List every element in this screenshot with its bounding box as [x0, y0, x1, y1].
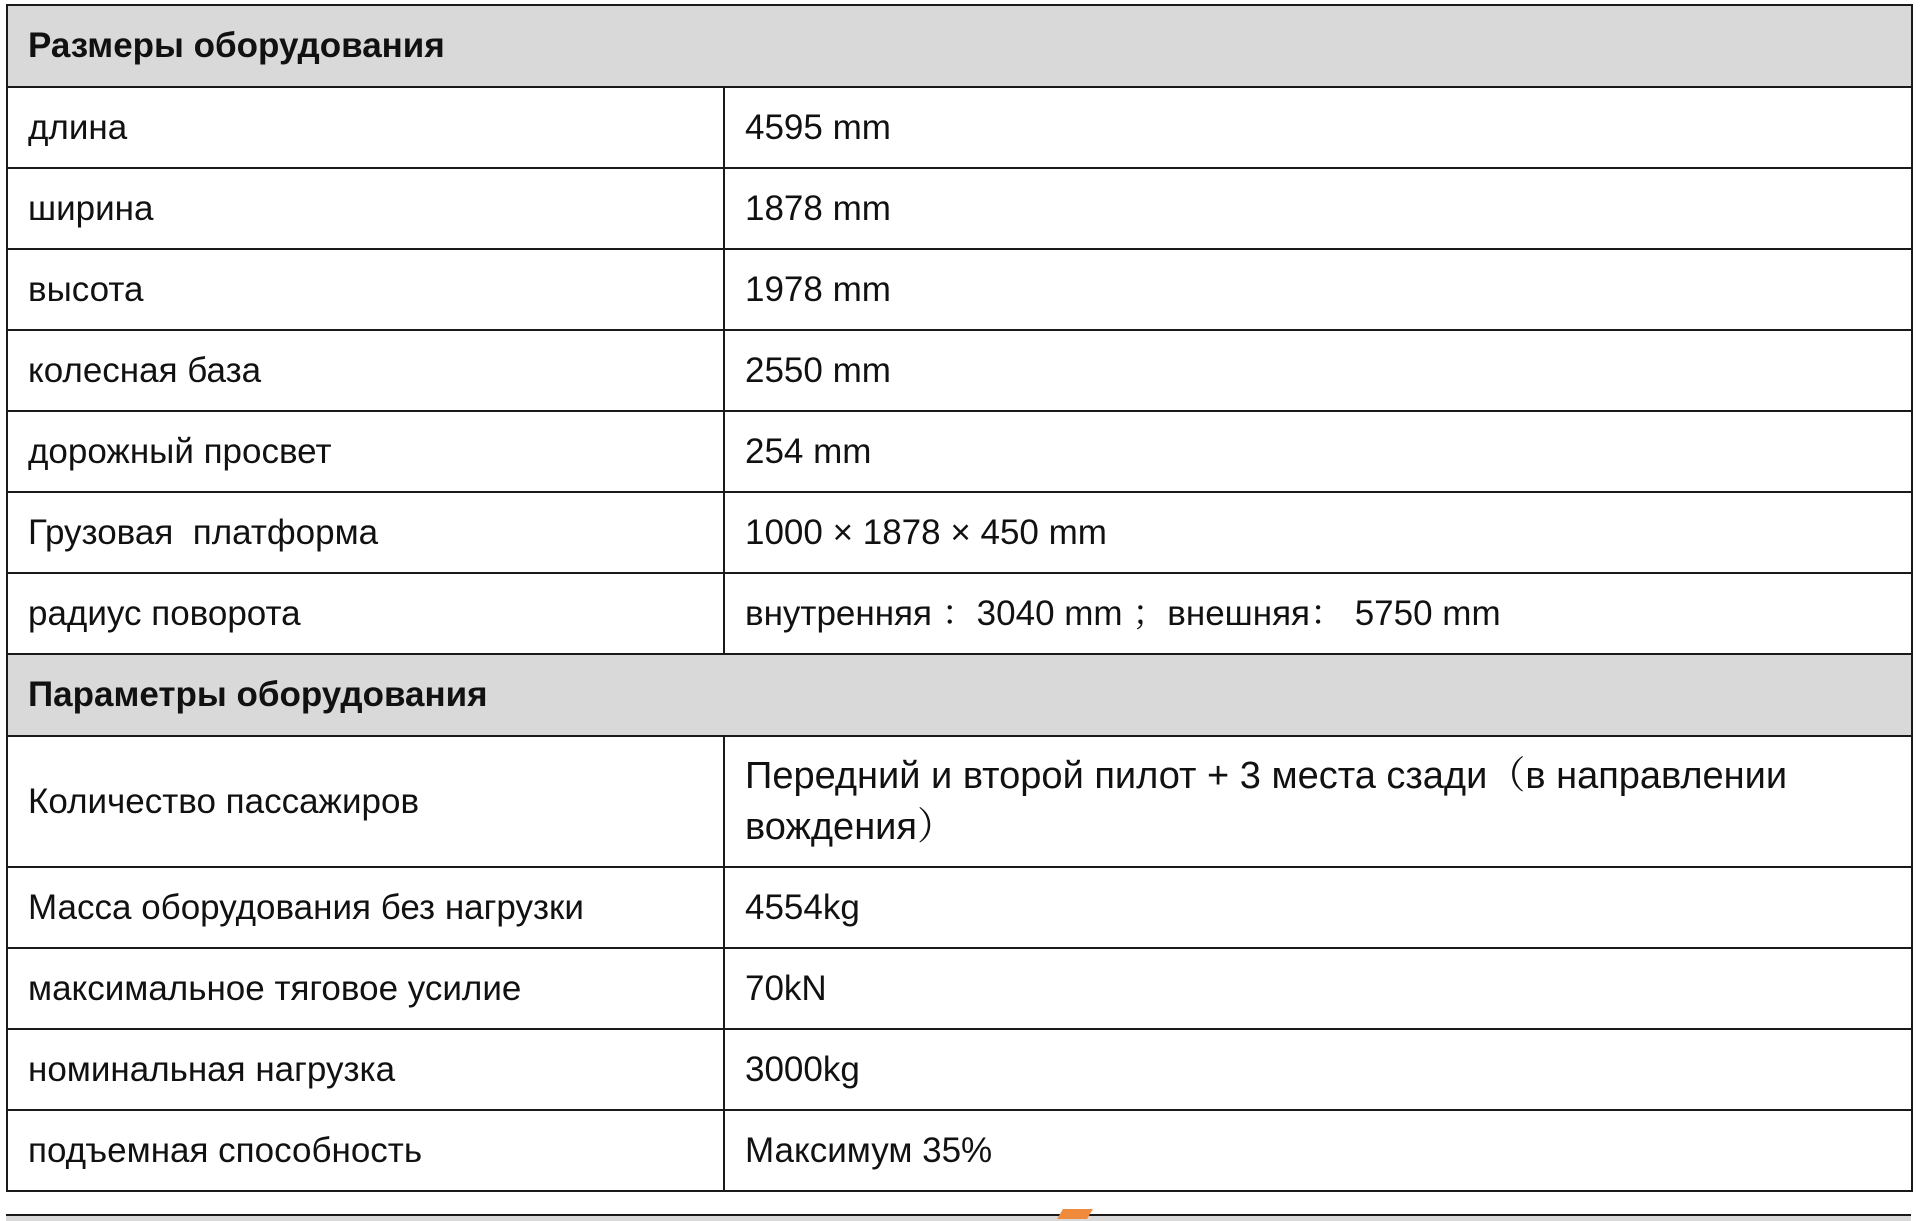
table-row: [7, 948, 1912, 1029]
row-value: Максимум 35%: [724, 1110, 1912, 1191]
row-value: 1000 × 1878 × 450 mm: [724, 492, 1912, 573]
table-row: [7, 573, 1912, 654]
row-value: внутренняя ：3040 mm ；внешняя： 5750 mm: [724, 573, 1912, 654]
table-row: [7, 1110, 1912, 1191]
row-label: Масса оборудования без нагрузки: [7, 867, 724, 948]
row-value: 1878 mm: [724, 168, 1912, 249]
row-value: 3000kg: [724, 1029, 1912, 1110]
row-label: длина: [7, 87, 724, 168]
table-row: [7, 736, 1912, 867]
spec-sheet: [6, 4, 1911, 1192]
row-label: радиус поворота: [7, 573, 724, 654]
row-label: максимальное тяговое усилие: [7, 948, 724, 1029]
row-label: высота: [7, 249, 724, 330]
table-row: [7, 867, 1912, 948]
row-label: дорожный просвет: [7, 411, 724, 492]
table-row: [7, 1029, 1912, 1110]
spec-table: [6, 4, 1913, 1192]
row-value: 70kN: [724, 948, 1912, 1029]
table-row: [7, 87, 1912, 168]
row-value: 1978 mm: [724, 249, 1912, 330]
table-row: [7, 492, 1912, 573]
table-row: [7, 249, 1912, 330]
row-label: номинальная нагрузка: [7, 1029, 724, 1110]
section-header-dimensions: [7, 5, 1912, 87]
row-value: 4554kg: [724, 867, 1912, 948]
row-label: подъемная способность: [7, 1110, 724, 1191]
section-header-parameters: [7, 654, 1912, 736]
row-value: 4595 mm: [724, 87, 1912, 168]
table-row: [7, 411, 1912, 492]
table-row: [7, 330, 1912, 411]
next-section-band: [6, 1214, 1911, 1221]
orange-accent-mark: [1057, 1209, 1093, 1219]
row-label: колесная база: [7, 330, 724, 411]
row-label: ширина: [7, 168, 724, 249]
row-value: Передний и второй пилот + 3 места сзади（в направлении вождения）: [724, 736, 1912, 867]
row-value: 2550 mm: [724, 330, 1912, 411]
row-label: Количество пассажиров: [7, 736, 724, 867]
section-title: Размеры оборудования: [7, 5, 1912, 87]
row-value: 254 mm: [724, 411, 1912, 492]
section-title: Параметры оборудования: [7, 654, 1912, 736]
table-row: [7, 168, 1912, 249]
row-label: Грузовая платформа: [7, 492, 724, 573]
